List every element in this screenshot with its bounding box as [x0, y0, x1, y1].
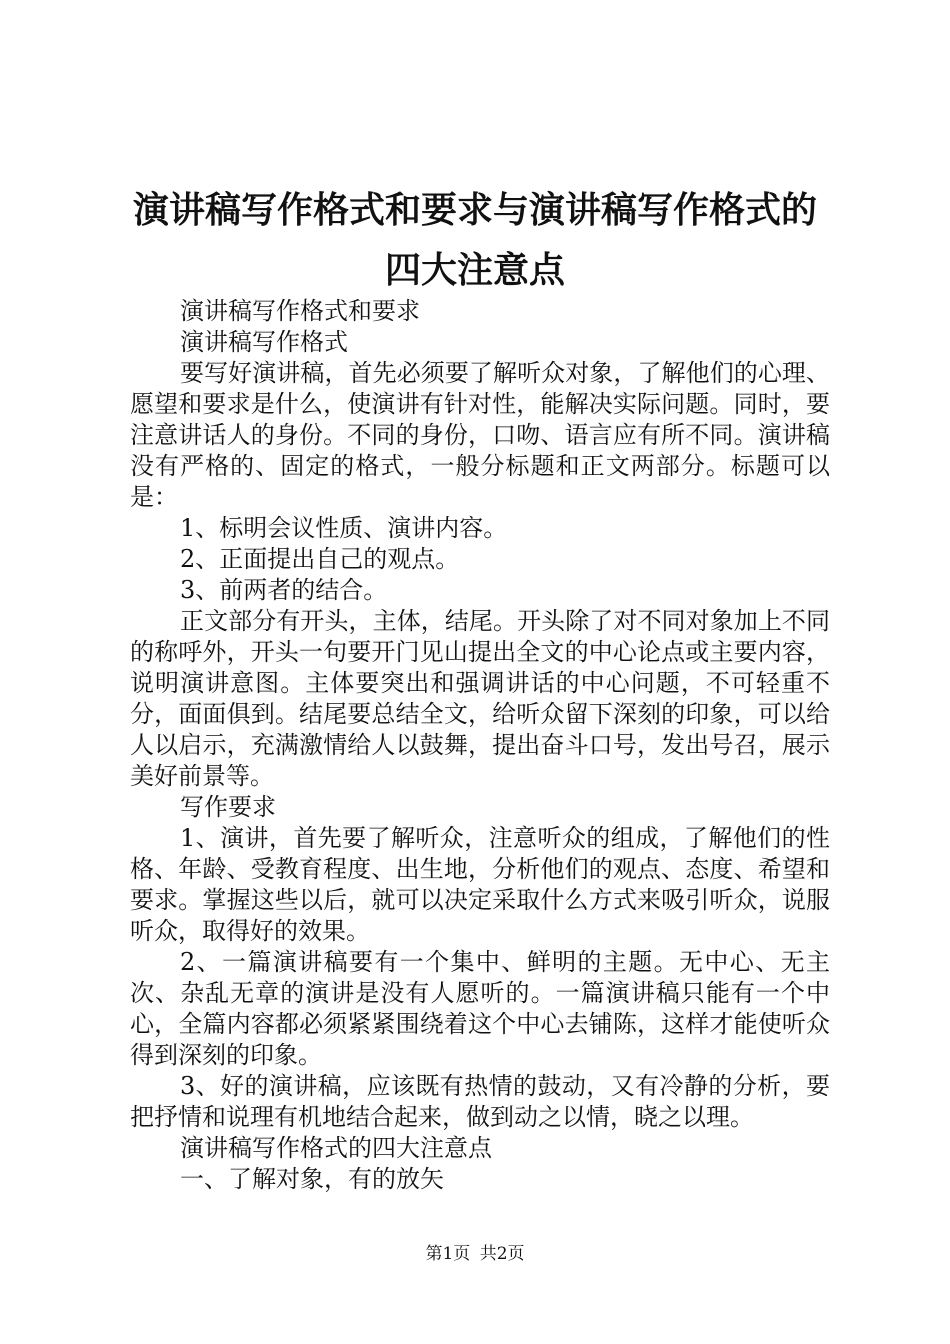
page-footer — [0, 1242, 950, 1266]
paragraph-text: 1、演讲，首先要了解听众，注意听众的组成，了解他们的性格、年龄、受教育程度、出生地，分析他们的观点、态度、希望和要求。掌握这些以后，就可以决定采取什么方式来吸引听众，说服听众，取得好的效果。 — [130, 824, 830, 945]
paragraph-subheading: 演讲稿写作格式 — [180, 328, 348, 356]
paragraph-text: 正文部分有开头，主体，结尾。开头除了对不同对象加上不同的称呼外，开头一句要开门见山提出全文的中心论点或主要内容，说明演讲意图。主体要突出和强调讲话的中心问题，不可轻重不分，面面俱到。结尾要总结全文，给听众留下深刻的印象，可以给人以启示，充满激情给人以鼓舞，提出奋斗口号，发出号召，展示美好前景等。 — [130, 607, 830, 790]
paragraph-text: 2、一篇演讲稿要有一个集中、鲜明的主题。无中心、无主次、杂乱无章的演讲是没有人愿听的。一篇演讲稿只能有一个中心，全篇内容都必须紧紧围绕着这个中心去铺陈，这样才能使听众得到深刻的印象。 — [130, 948, 830, 1069]
paragraph-subheading: 一、了解对象，有的放矢 — [180, 1165, 444, 1193]
paragraph-list-item: 1、标明会议性质、演讲内容。 — [180, 514, 508, 542]
page-number: 第1页 — [425, 1244, 471, 1264]
paragraph-subheading: 演讲稿写作格式的四大注意点 — [180, 1134, 492, 1162]
paragraph-text: 3、好的演讲稿，应该既有热情的鼓动，又有冷静的分析，要把抒情和说理有机地结合起来，做到动之以情，晓之以理。 — [130, 1072, 830, 1131]
paragraph-list-item: 3、前两者的结合。 — [180, 576, 388, 604]
paragraph-subheading: 写作要求 — [180, 793, 276, 821]
page-total: 共2页 — [479, 1244, 525, 1264]
paragraph-list-item: 2、正面提出自己的观点。 — [180, 545, 460, 573]
paragraph-heading: 演讲稿写作格式和要求 — [180, 297, 420, 325]
paragraph-text: 要写好演讲稿，首先必须要了解听众对象，了解他们的心理、愿望和要求是什么，使演讲有针对性，能解决实际问题。同时，要注意讲话人的身份。不同的身份，口吻、语言应有所不同。演讲稿没有严格的、固定的格式，一般分标题和正文两部分。标题可以是： — [130, 359, 830, 511]
document-body — [130, 296, 830, 1195]
document-title: 演讲稿写作格式和要求与演讲稿写作格式的四大注意点 — [132, 189, 817, 291]
